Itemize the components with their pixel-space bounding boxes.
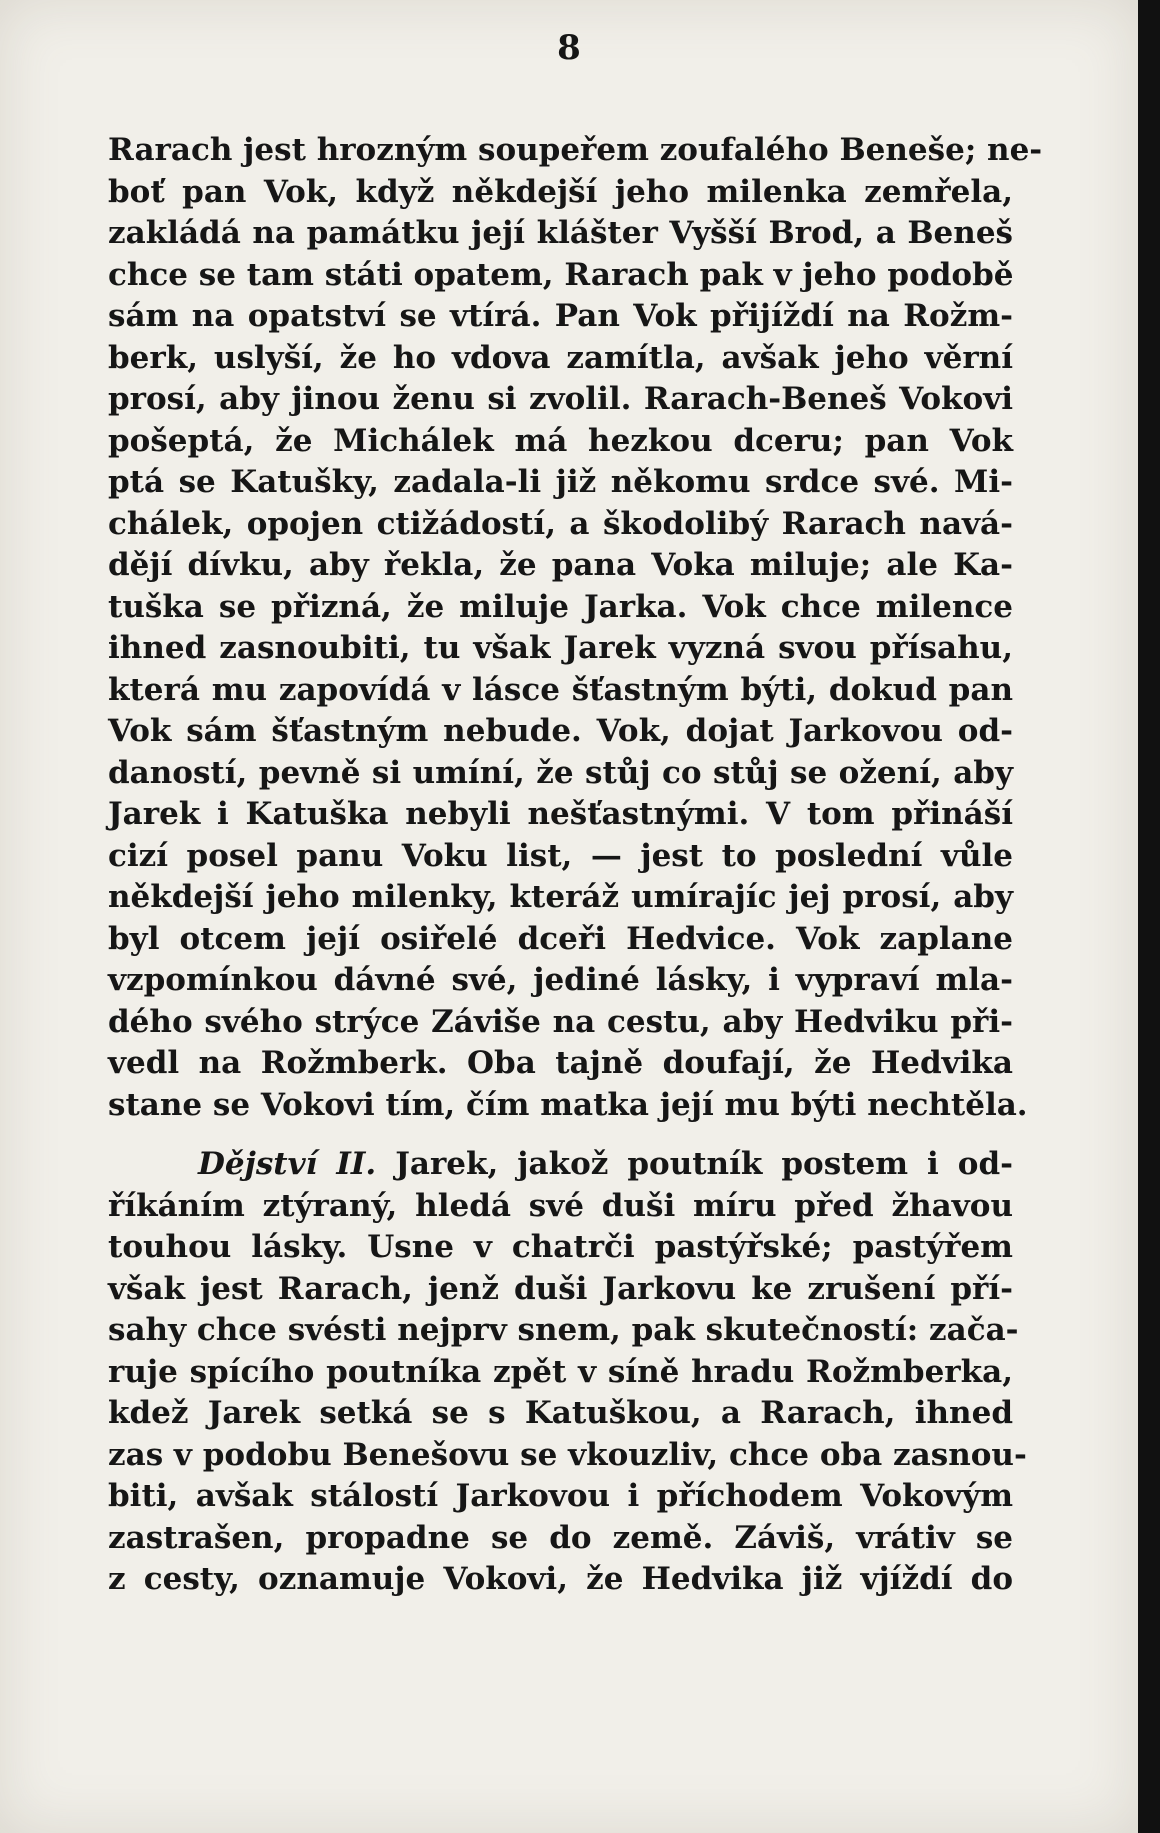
text-line: vedl na Rožmberk. Oba tajně doufají, že Hedvika — [108, 1045, 1013, 1081]
text-line: dého svého strýce Záviše na cestu, aby Hedviku při- — [108, 1003, 1013, 1040]
text-line: stane se Vokovi tím, čím matka její mu býti nechtěla. — [108, 1086, 1028, 1123]
text-line: Jarek i Katuška nebyli nešťastnými. V tom přináší — [108, 796, 1013, 832]
text-line: prosí, aby jinou ženu si zvolil. Rarach-Beneš Vokovi — [108, 381, 1013, 417]
text-line: sahy chce svésti nejprv snem, pak skutečností: zača- — [108, 1312, 1019, 1348]
text-line: ruje spícího poutníka zpět v síně hradu Rožmberka, — [108, 1353, 1013, 1390]
text-line: pošeptá, že Michálek má hezkou dceru; pan Vok — [108, 422, 1013, 459]
text-line: chálek, opojen ctižádostí, a škodolibý Rarach navá- — [108, 505, 1013, 542]
text-line: cizí posel panu Voku list, — jest to poslední vůle — [108, 837, 1013, 874]
text-line: biti, avšak stálostí Jarkovou i příchodem Vokovým — [108, 1478, 1013, 1514]
text-line: zas v podobu Benešovu se vkouzliv, chce oba zasnou- — [108, 1436, 1027, 1473]
text-line: berk, uslyší, že ho vdova zamítla, avšak jeho věrní — [108, 339, 1013, 376]
text-line: však jest Rarach, jenž duši Jarkovu ke zrušení pří- — [108, 1270, 1013, 1307]
text-line — [108, 1144, 1013, 1186]
paragraph-act-2-summary — [108, 1144, 1027, 1601]
act-label: Dějství II. — [198, 1146, 377, 1182]
page-edge-shadow — [1138, 0, 1160, 1833]
text-line: chce se tam státi opatem, Rarach pak v jeho podobě — [108, 256, 1014, 293]
text-line: Vok sám šťastným nebude. Vok, dojat Jarkovou od- — [108, 713, 1013, 749]
text-line: ihned zasnoubiti, tu však Jarek vyzná svou přísahu, — [108, 630, 1013, 666]
page-number: 8 — [557, 28, 581, 68]
text-line: touhou lásky. Usne v chatrči pastýřské; pastýřem — [108, 1229, 1013, 1265]
body-text — [108, 130, 1043, 1601]
text-line: Rarach jest hrozným soupeřem zoufalého Beneše; ne- — [108, 132, 1043, 168]
text-line: vzpomínkou dávné své, jediné lásky, i vypraví mla- — [108, 962, 1013, 998]
text-line: byl otcem její osiřelé dceři Hedvice. Vok zaplane — [108, 920, 1013, 957]
text-line: boť pan Vok, když někdejší jeho milenka zemřela, — [108, 173, 1013, 210]
text-line: daností, pevně si umíní, že stůj co stůj se ožení, aby — [108, 754, 1013, 791]
text-line: říkáním ztýraný, hledá své duši míru před žhavou — [108, 1187, 1013, 1224]
text-line: někdejší jeho milenky, kteráž umírajíc jej prosí, aby — [108, 879, 1013, 915]
text-line: zakládá na památku její klášter Vyšší Brod, a Beneš — [108, 215, 1013, 251]
text-line: kdež Jarek setká se s Katuškou, a Rarach, ihned — [108, 1395, 1013, 1431]
text-line: ptá se Katušky, zadala-li již někomu srdce své. Mi- — [108, 464, 1013, 500]
paragraph-act-1-summary — [108, 130, 1043, 1126]
text-line: dějí dívku, aby řekla, že pana Voka miluje; ale Ka- — [108, 547, 1013, 583]
text-line: zastrašen, propadne se do země. Záviš, vrátiv se — [108, 1519, 1013, 1556]
text-line: z cesty, oznamuje Vokovi, že Hedvika již vjíždí do — [108, 1561, 1013, 1597]
text-line: sám na opatství se vtírá. Pan Vok přijíždí na Rožm- — [108, 298, 1013, 334]
text-line: tuška se přizná, že miluje Jarka. Vok chce milence — [108, 588, 1013, 625]
text-line: která mu zapovídá v lásce šťastným býti, dokud pan — [108, 671, 1013, 708]
text-line-rest: Jarek, jakož poutník postem i od- — [395, 1146, 1013, 1182]
